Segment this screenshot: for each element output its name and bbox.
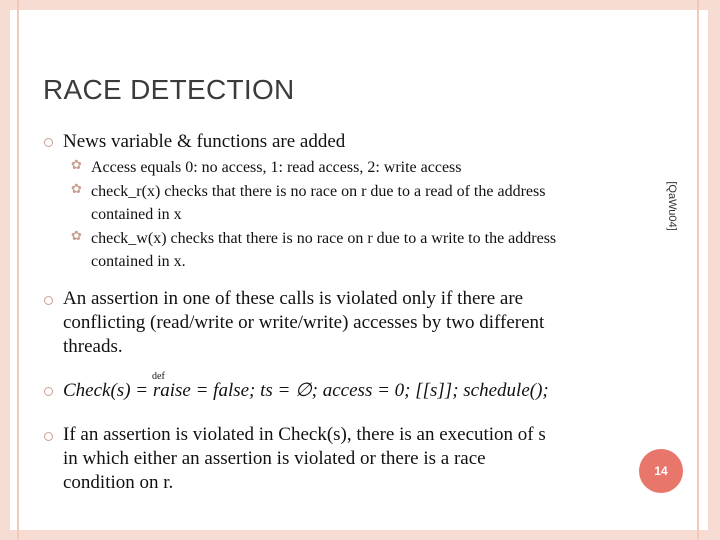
slide-title: RACE DETECTION [43, 74, 295, 105]
bullet-1-sub-3-line-2: contained in x. [91, 253, 186, 270]
sub-bullet-icon: ✿ [71, 229, 82, 244]
bullet-icon [44, 296, 53, 305]
side-citation [664, 166, 680, 246]
bullet-4-line-3: condition on r. [63, 472, 174, 493]
bullet-3-formula: Check(s) = raise = false; ts = ∅; access = 0; [[s]]; schedule(); [63, 380, 549, 401]
bullet-icon [44, 138, 53, 147]
bullet-2-line-2: conflicting (read/write or write/write) accesses by two different [63, 312, 545, 333]
side-citation-text: [QaWu04] [666, 181, 678, 231]
sub-bullet-icon: ✿ [71, 158, 82, 173]
bullet-1-sub-2-line-1: check_r(x) checks that there is no race on r due to a read of the address [91, 183, 546, 200]
bullet-1-sub-2-line-2: contained in x [91, 206, 182, 223]
left-decor-line [17, 0, 19, 540]
sub-bullet-icon: ✿ [71, 182, 82, 197]
bullet-icon [44, 387, 53, 396]
bullet-1-sub-3-line-1: check_w(x) checks that there is no race on r due to a write to the address [91, 230, 557, 247]
bullet-1-text: News variable & functions are added [63, 131, 346, 152]
bullet-4-line-2: in which either an assertion is violated or there is a race [63, 448, 486, 469]
bullet-4-line-1: If an assertion is violated in Check(s), there is an execution of s [63, 424, 546, 445]
bullet-icon [44, 432, 53, 441]
bullet-1-sub-1: Access equals 0: no access, 1: read access, 2: write access [91, 159, 462, 176]
right-decor-line [697, 0, 699, 540]
definition-marker: def [152, 371, 165, 382]
bullet-2-line-3: threads. [63, 336, 123, 357]
bullet-2-line-1: An assertion in one of these calls is violated only if there are [63, 288, 524, 309]
page-number-badge: 14 [639, 449, 683, 493]
